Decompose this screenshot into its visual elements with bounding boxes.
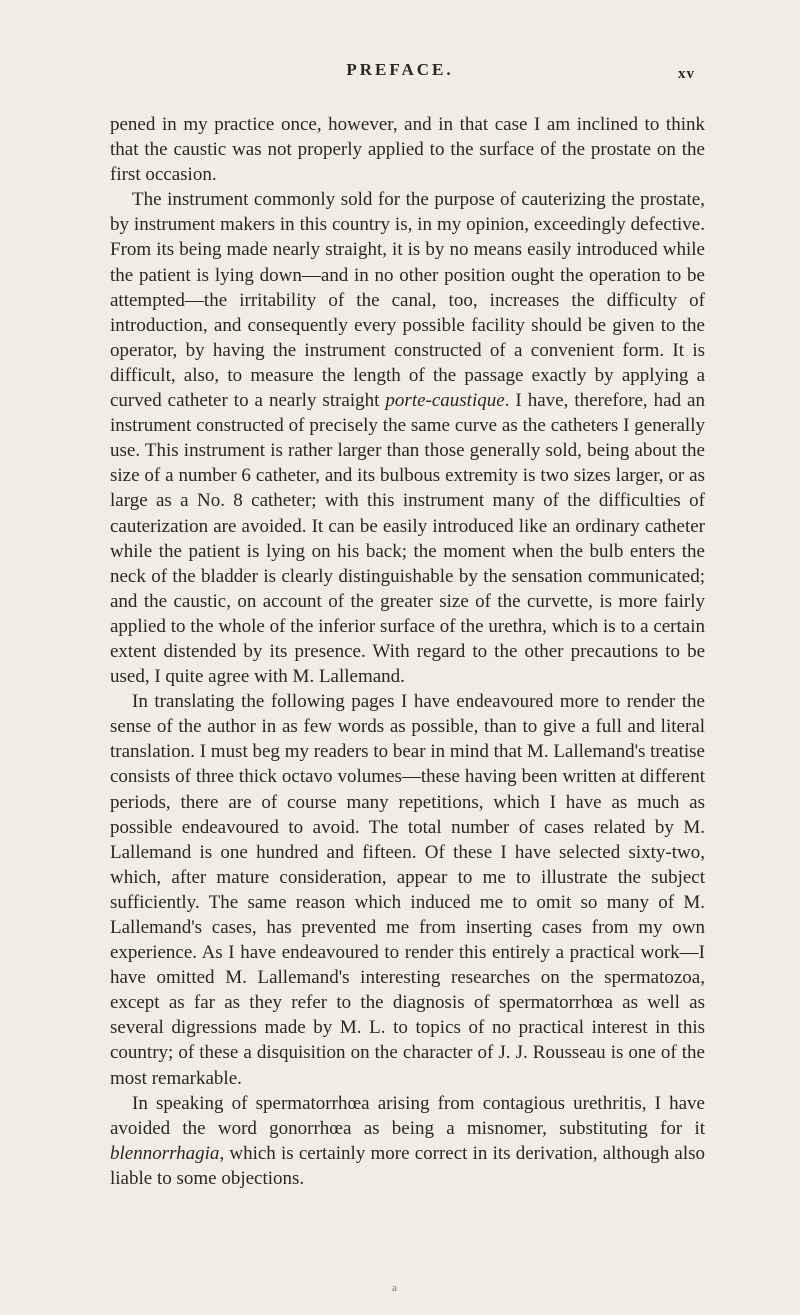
page-header (0, 60, 800, 90)
paragraph-2-text-a: The instrument commonly sold for the purpose of cauterizing the prostate, by instrument makers in this country is, in my opinion, exceedingly defective. From its being made nearly straight, it is by no means easily introduced while the patient is lying down—and in no other position ought the operation to be attempted—the irritability of the canal, too, increases the difficulty of introduction, and consequently every possible facility should be given to the operator, by having the instrument constructed of a convenient form. It is difficult, also, to measure the length of the passage exactly by applying a curved catheter to a nearly straight (110, 189, 705, 412)
paragraph-1: pened in my practice once, however, and in that case I am inclined to think that the caustic was not properly applied to the surface of the prostate on the first occasion. (110, 114, 705, 186)
paragraph-4-text-a: In speaking of spermatorrhœa arising from contagious urethritis, I have avoided the word gonorrhœa as being a misnomer, substituting for it (110, 1092, 705, 1139)
body-text (110, 112, 705, 1191)
italic-term-blennorrhagia: blennorrhagia (110, 1142, 220, 1164)
running-title: PREFACE. (346, 60, 454, 79)
signature-mark: a (392, 1282, 397, 1294)
italic-term-porte-caustique: porte-caustique (385, 390, 505, 412)
paragraph-2-text-b: . I have, therefore, had an instrument constructed of precisely the same curve as the catheters I generally use. This instrument is rather larger than those generally sold, being about the size of a number 6 catheter, and its bulbous extremity is two sizes larger, or as large as a No. 8 catheter; with this instrument many of the difficulties of cauterization are avoided. It can be easily introduced like an ordinary catheter while the patient is lying on his back; the moment when the bulb enters the neck of the bladder is clearly distinguishable by the sensation communicated; and the caustic, on account of the greater size of the curvette, is more fairly applied to the whole of the inferior surface of the urethra, which is to a certain extent distended by its presence. With regard to the other precautions to be used, I quite agree with M. Lallemand. (110, 390, 705, 688)
paragraph-4-text-b: , which is certainly more correct in its derivation, although also liable to some objections. (110, 1142, 705, 1189)
paragraph-2 (110, 187, 705, 689)
paragraph-3: In translating the following pages I have endeavoured more to render the sense of the author in as few words as possible, than to give a full and literal translation. I must beg my readers to bear in mind that M. Lallemand's treatise consists of three thick octavo volumes—these having been written at different periods, there are of course many repetitions, which I have as much as possible endeavoured to avoid. The total number of cases related by M. Lallemand is one hundred and fifteen. Of these I have selected sixty-two, which, after mature consideration, appear to me to illustrate the subject sufficiently. The same reason which induced me to omit so many of M. Lallemand's cases, has prevented me from inserting cases from my own experience. As I have endeavoured to render this entirely a practical work—I have omitted M. Lallemand's interesting researches on the spermatozoa, except as far as they refer to the diagnosis of spermatorrhœa as well as several digressions made by M. L. to topics of no practical interest in this country; of these a disquisition on the character of J. J. Rousseau is one of the most remarkable. (110, 691, 705, 1089)
paragraph-4 (110, 1091, 705, 1191)
page-number: xv (678, 66, 695, 82)
